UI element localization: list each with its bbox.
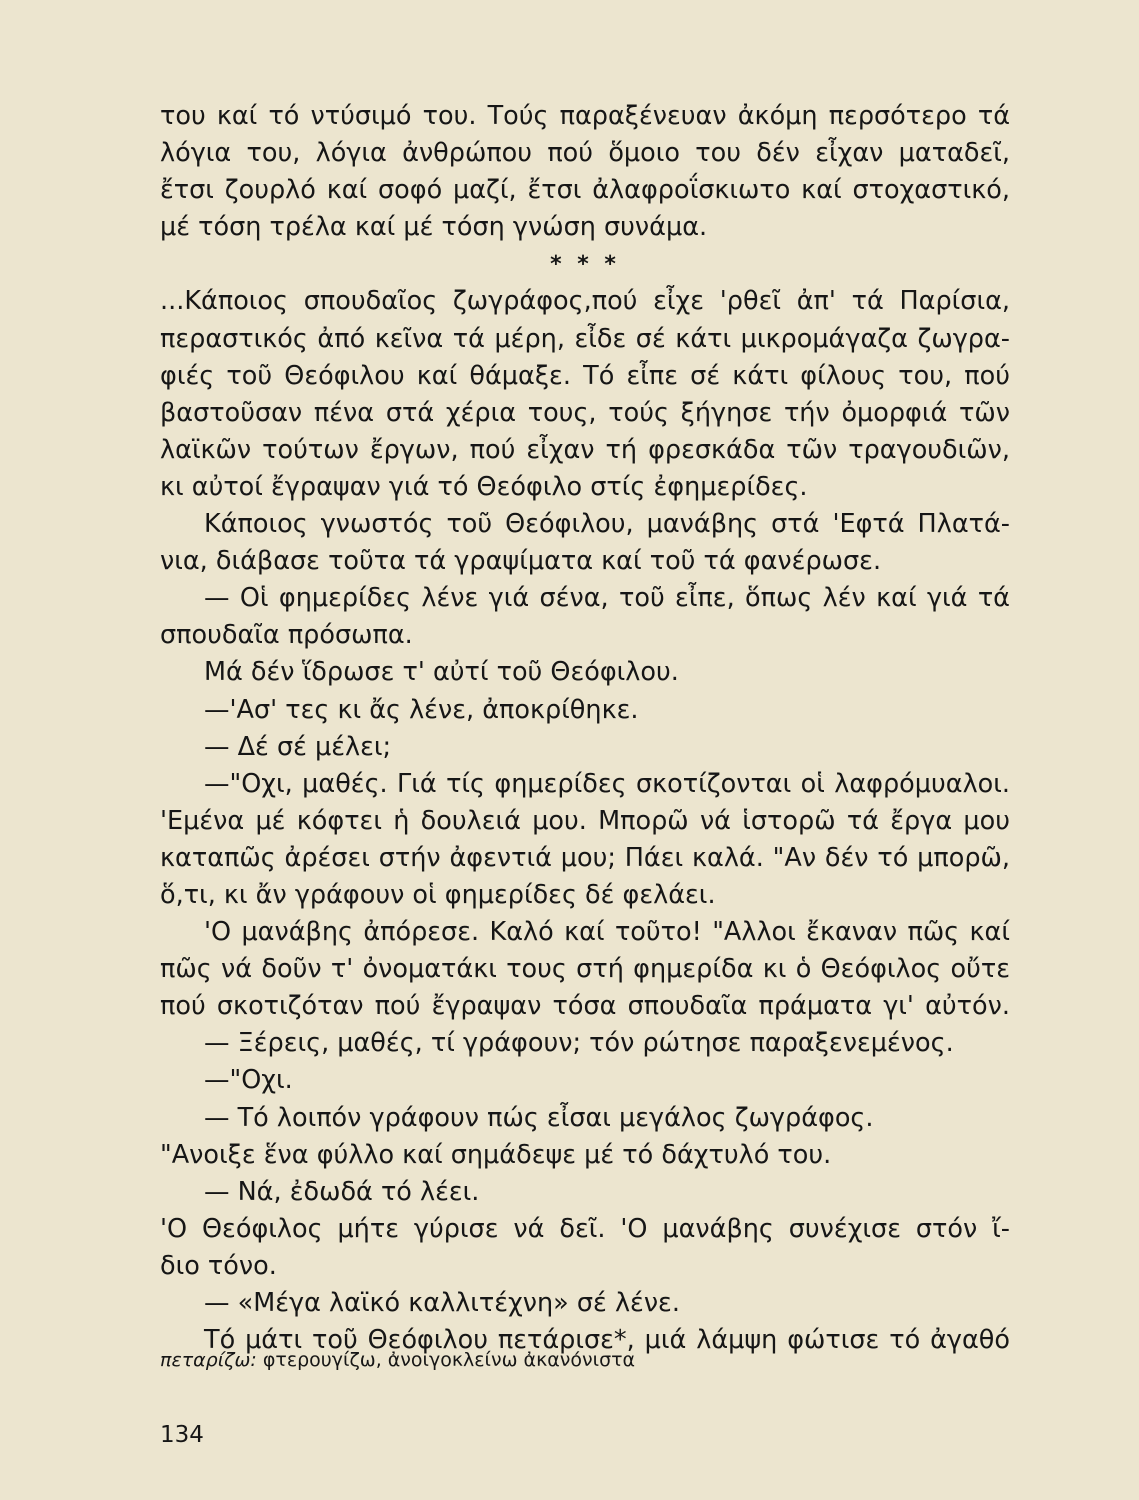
text-line: καταπῶς ἀρέσει στήν ἀφεντιά μου; Πάει καλά. "Αν δέν τό μπορῶ, xyxy=(160,842,1010,873)
dialogue-line: — Οἱ φημερίδες λένε γιά σένα, τοῦ εἶπε, ὅπως λέν καί γιά τά xyxy=(204,583,1010,614)
text-line: ...Κάποιος σπουδαῖος ζωγράφος,πού εἶχε 'ρθεῖ ἀπ' τά Παρίσια, xyxy=(160,286,1010,317)
text-line: μέ τόση τρέλα καί μέ τόση γνώση συνάμα. xyxy=(160,212,708,243)
text-line: πού σκοτιζόταν πού ἔγραψαν τόσα σπουδαῖα πράματα γι' αὐτόν. xyxy=(160,991,1010,1022)
dialogue-line: —"Οχι. xyxy=(204,1065,293,1096)
text-line: φιές τοῦ Θεόφιλου καί θάμαξε. Τό εἶπε σέ κάτι φίλους του, πού xyxy=(160,360,1010,391)
dialogue-line: — Ξέρεις, μαθές, τί γράφουν; τόν ρώτησε παραξενεμένος. xyxy=(204,1028,954,1059)
text-line: "Ανοιξε ἕνα φύλλο καί σημάδεψε μέ τό δάχτυλό του. xyxy=(160,1139,832,1170)
text-line: ἔτσι ζουρλό καί σοφό μαζί, ἔτσι ἀλαφροΐσκιωτο καί στοχαστικό, xyxy=(160,175,1010,206)
text-line: ὅ,τι, κι ἄν γράφουν οἱ φημερίδες δέ φελάει. xyxy=(160,879,716,910)
text-line: 'Εμένα μέ κόφτει ἡ δουλειά μου. Μπορῶ νά ἱστορῶ τά ἔργα μου xyxy=(160,805,1010,836)
text-line: βαστοῦσαν πένα στά χέρια τους, τούς ξήγησε τήν ὀμορφιά τῶν xyxy=(160,397,1010,428)
text-line: Τό μάτι τοῦ Θεόφιλου πετάρισε*, μιά λάμψη φώτισε τό ἀγαθό xyxy=(204,1325,1010,1356)
text-line: νια, διάβασε τοῦτα τά γραψίματα καί τοῦ τά φανέρωσε. xyxy=(160,546,882,577)
footnote-definition: φτερουγίζω, ἀνοιγοκλείνω ἀκανόνιστα xyxy=(262,1349,636,1371)
text-line: διο τόνο. xyxy=(160,1250,277,1281)
text-line: 'Ο Θεόφιλος μήτε γύρισε νά δεῖ. 'Ο μανάβης συνέχισε στόν ἴ- xyxy=(160,1213,1010,1244)
text-line: 'Ο μανάβης ἀπόρεσε. Καλό καί τοῦτο! "Αλλοι ἔκαναν πῶς καί xyxy=(204,917,1010,948)
footnote xyxy=(160,1347,635,1373)
text-line: πῶς νά δοῦν τ' ὀνοματάκι τους στή φημερίδα κι ὁ Θεόφιλος οὔτε xyxy=(160,954,1010,985)
text-line: λόγια του, λόγια ἀνθρώπου πού ὅμοιο του δέν εἶχαν ματαδεῖ, xyxy=(160,138,1010,169)
text-line: περαστικός ἀπό κεῖνα τά μέρη, εἶδε σέ κάτι μικρομάγαζα ζωγρα- xyxy=(160,323,1010,354)
text-line: του καί τό ντύσιμό του. Τούς παραξένευαν ἀκόμη περσότερο τά xyxy=(160,101,1010,131)
dialogue-line: — «Μέγα λαϊκό καλλιτέχνη» σέ λένε. xyxy=(204,1288,680,1318)
main-text xyxy=(160,98,1010,1359)
dialogue-line: —'Ασ' τες κι ἄς λένε, ἀποκρίθηκε. xyxy=(204,694,639,725)
text-line: Κάποιος γνωστός τοῦ Θεόφιλου, μανάβης στά 'Εφτά Πλατά- xyxy=(204,509,1010,540)
page-number: 134 xyxy=(160,1422,204,1448)
text-line: κι αὐτοί ἔγραψαν γιά τό Θεόφιλο στίς ἐφημερίδες. xyxy=(160,471,808,502)
dialogue-line: — Δέ σέ μέλει; xyxy=(204,731,392,762)
footnote-term: πεταρίζω: xyxy=(160,1349,257,1371)
dialogue-line: —"Οχι, μαθές. Γιά τίς φημερίδες σκοτίζονται οἱ λαφρόμυαλοι. xyxy=(204,768,1010,799)
text-line: Μά δέν ἵδρωσε τ' αὐτί τοῦ Θεόφιλου. xyxy=(204,657,679,688)
dialogue-line: — Τό λοιπόν γράφουν πώς εἶσαι μεγάλος ζωγράφος. xyxy=(204,1102,874,1133)
section-break: * * * xyxy=(550,252,620,278)
dialogue-line: — Νά, ἐδωδά τό λέει. xyxy=(204,1176,480,1207)
text-line: λαϊκῶν τούτων ἔργων, πού εἶχαν τή φρεσκάδα τῶν τραγουδιῶν, xyxy=(160,434,1010,465)
text-line: σπουδαῖα πρόσωπα. xyxy=(160,620,413,651)
